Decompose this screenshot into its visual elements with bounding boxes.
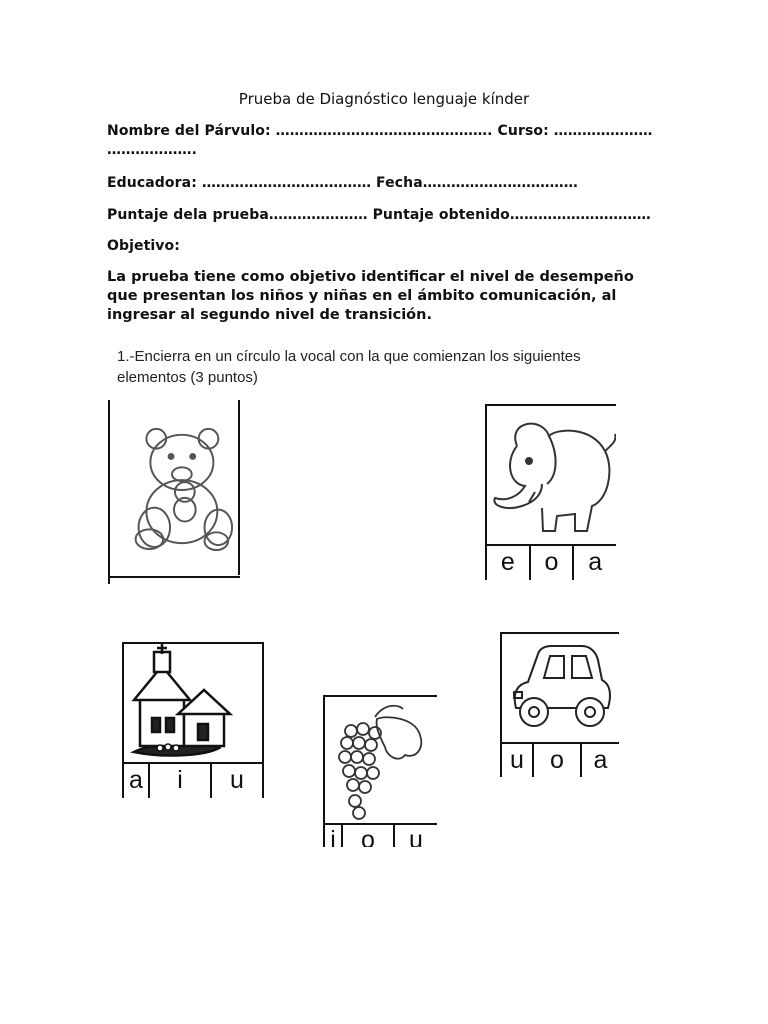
card-iglesia xyxy=(122,642,264,798)
letter-option[interactable]: i xyxy=(148,764,210,798)
card-oso xyxy=(108,400,240,584)
teddy-bear-icon xyxy=(110,400,240,575)
objective-text: La prueba tiene como objetivo identificar el nivel de desempeño que presentan los niños y niñas en el ámbito comunicación, al ingresar al segundo nivel de transición. xyxy=(107,269,634,323)
grapes-icon xyxy=(325,697,437,825)
letter-options xyxy=(124,762,262,798)
letter-options xyxy=(487,544,616,580)
letter-options xyxy=(502,742,619,777)
card-elefante xyxy=(485,404,616,580)
card-auto xyxy=(500,632,619,777)
letter-option[interactable]: o xyxy=(532,744,580,777)
letter-option[interactable]: a xyxy=(129,766,143,794)
objective-label: Objetivo: xyxy=(107,238,180,254)
letter-option[interactable]: a xyxy=(572,546,616,580)
church-icon xyxy=(124,644,262,764)
card-uvas xyxy=(323,695,437,847)
letter-option[interactable]: u xyxy=(210,764,262,798)
letter-option[interactable]: i xyxy=(330,826,336,847)
car-icon xyxy=(502,634,619,742)
letter-option[interactable]: a xyxy=(580,744,619,777)
field-educadora-fecha: Educadora: ……………………………… Fecha…………………………… xyxy=(107,175,578,191)
letter-option[interactable]: o xyxy=(529,546,573,580)
field-nombre-continuation: ………………. xyxy=(107,142,198,158)
field-nombre-curso: Nombre del Párvulo: ………………………………………. Curso: ………………… xyxy=(107,123,653,139)
letter-options xyxy=(325,823,437,847)
letter-option[interactable]: u xyxy=(393,825,437,847)
letter-option[interactable]: u xyxy=(510,746,524,774)
exercise-instruction: 1.-Encierra en un círculo la vocal con la que comienzan los siguientes elementos (3 puntos) xyxy=(117,348,581,386)
letter-option[interactable]: e xyxy=(500,548,515,576)
elephant-icon xyxy=(487,406,616,546)
field-puntaje: Puntaje dela prueba………………… Puntaje obtenido………………………… xyxy=(107,207,651,223)
letter-option[interactable]: o xyxy=(341,825,393,847)
page-title: Prueba de Diagnóstico lenguaje kínder xyxy=(238,90,530,108)
